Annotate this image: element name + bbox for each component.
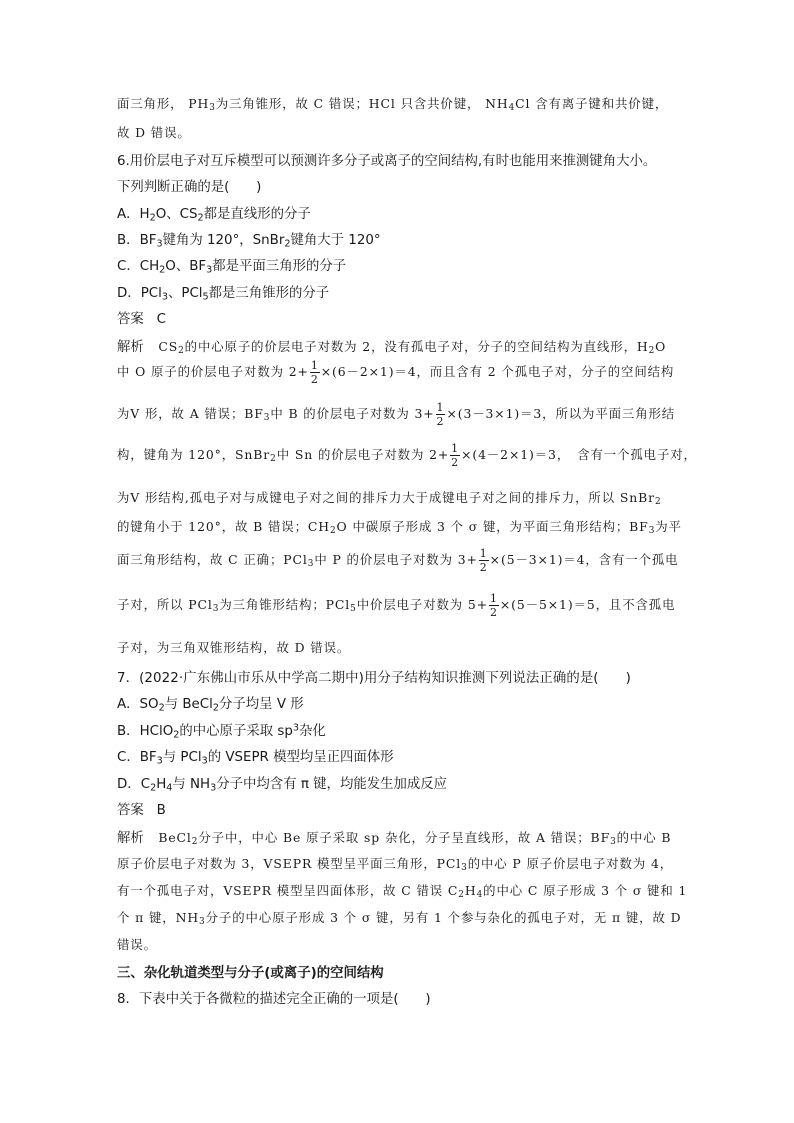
text-line: 解析 BeCl$_2$分子中，中心 Be 原子采取 sp 杂化，分子呈直线形，故 A 错误；$BF_3$的中心 B [117, 830, 672, 848]
text-line: 为V 形，故 A 错误；$BF_3$中 B 的价层电子对数为 3+ $\frac{1}{2}$ ×(3－3×1)＝3，所以为平面三角形结 [117, 401, 676, 428]
question-6-option-c: C．$CH_2O$、$BF_3$都是平面三角形的分子 [117, 259, 347, 276]
section-heading: 三、杂化轨道类型与分子(或离子)的空间结构 [117, 966, 384, 981]
fraction-one-half: $\frac{1}{2}$ [489, 592, 498, 619]
fraction-one-half: $\frac{1}{2}$ [310, 359, 319, 386]
answer-label: 答案 [117, 803, 144, 818]
text-line: 的键角小于 120°，故 B 错误；$CH_2O$ 中碳原子形成 3 个 σ 键，为平面三角形结构；$BF_3$为平 [117, 519, 682, 537]
explanation-label: 解析 [117, 340, 144, 355]
question-7-answer [117, 799, 166, 818]
text-line: 个 π 键，$NH_3$分子的中心原子形成 3 个 σ 键，另有 1 个参与杂化的孤电子对，无 π 键，故 D [117, 910, 682, 928]
answer-value: B [156, 803, 166, 818]
text-line: 中 O 原子的价层电子对数为 2+ $\frac{1}{2}$ ×(6－2×1)＝4，而且含有 2 个孤电子对，分子的空间结构 [117, 359, 675, 386]
text-line: 原子价层电子对数为 3，VSEPR 模型呈平面三角形，PCl$_3$的中心 P 原子价层电子对数为 4， [117, 856, 674, 874]
text-line: 子对，为三角双锥形结构，故 D 错误。 [117, 640, 351, 655]
explanation-label: 解析 [117, 831, 144, 846]
text-line: 有一个孤电子对，VSEPR 模型呈四面体形，故 C 错误 $C_2H_4$的中心 C 原子形成 3 个 σ 键和 1 [117, 883, 688, 901]
answer-label: 答案 [117, 312, 144, 327]
question-7-option-a: A．$SO_2$与 BeCl$_2$分子均呈 V 形 [117, 697, 304, 714]
continuation-line-1: 面三角形， $PH_3$为三角锥形，故 C 错误；HCl 只含共价键， $NH_4Cl$ 含有离子键和共价键， [117, 96, 669, 114]
text-line: 解析 $CS_2$的中心原子的价层电子对数为 2，没有孤电子对，分子的空间结构为直线形，$H_2O$ [117, 339, 667, 357]
question-6-option-a: A．$H_2O$、$CS_2$都是直线形的分子 [117, 207, 311, 224]
question-6-answer [117, 308, 166, 327]
question-7-option-c: C．$BF_3$与 PCl$_3$的 VSEPR 模型均呈正四面体形 [117, 750, 394, 767]
question-6-option-b: B．$BF_3$键角为 120°，SnBr$_2$键角大于 120° [117, 233, 381, 250]
text-line: 错误。 [117, 937, 157, 952]
question-7-stem: 7．(2022·广东佛山市乐从中学高二期中)用分子结构知识推测下列说法正确的是( ) [117, 671, 631, 686]
question-8-stem: 8．下表中关于各微粒的描述完全正确的一项是( ) [117, 992, 431, 1007]
answer-value: C [156, 312, 166, 327]
question-7-option-b: B．HClO$_2$的中心原子采取 $sp^3$杂化 [117, 722, 326, 741]
question-7-option-d: D．$C_2H_4$与 $NH_3$分子中均含有 π 键，均能发生加成反应 [117, 777, 448, 794]
question-6-stem: 6.用价层电子对互斥模型可以预测许多分子或离子的空间结构,有时也能用来推测键角大小。 [117, 154, 657, 169]
question-6-stem-cont: 下列判断正确的是( ) [117, 180, 262, 195]
text-line [117, 94, 668, 112]
fraction-one-half: $\frac{1}{2}$ [436, 401, 445, 428]
text-line: 为V 形结构,孤电子对与成键电子对之间的排斥力大于成键电子对之间的排斥力，所以 SnBr$_2$ [117, 490, 662, 508]
text-line: 故 D 错误。 [117, 125, 191, 140]
fraction-one-half: $\frac{1}{2}$ [451, 442, 460, 469]
text-line: 构，键角为 120°，SnBr$_2$中 Sn 的价层电子对数为 2+ $\frac{1}{2}$ ×(4－2×1)＝3， 含有一个孤电子对， [117, 442, 697, 469]
text-line: 子对，所以 PCl$_3$为三角锥形结构；PCl$_5$中价层电子对数为 5+ $\frac{1}{2}$ ×(5－5×1)＝5，且不含孤电 [117, 592, 676, 619]
text-line: 面三角形结构，故 C 正确；PCl$_3$中 P 的价层电子对数为 3+ $\frac{1}{2}$ ×(5－3×1)＝4，含有一个孤电 [117, 547, 679, 574]
fraction-one-half: $\frac{1}{2}$ [479, 547, 488, 574]
question-6-option-d: D．PCl$_3$、PCl$_5$都是三角锥形的分子 [117, 286, 330, 303]
